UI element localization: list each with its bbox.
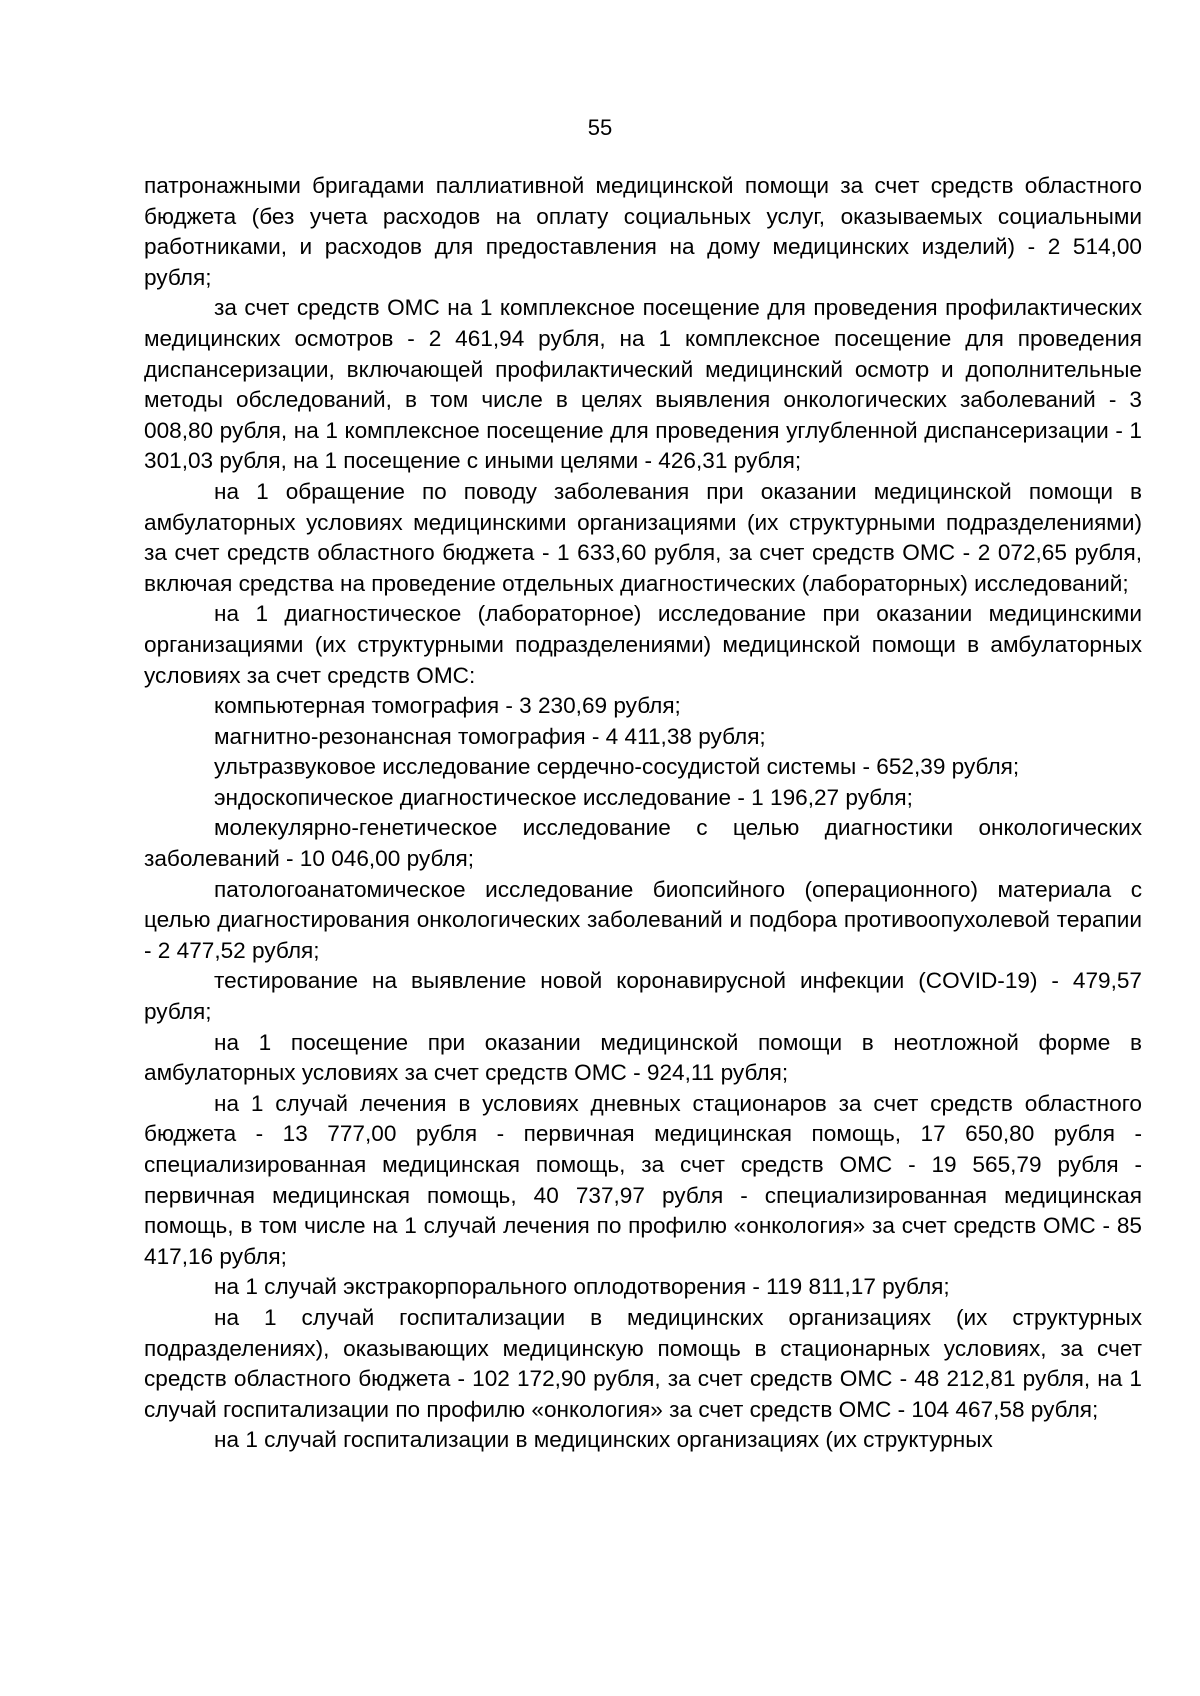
paragraph-day-hospital: на 1 случай лечения в условиях дневных стационаров за счет средств областного бюджета - 13 777,00 рубля - первичная медицинская помощь, 17 650,80 рубля - специализированная медицинская помощь, за счет средств ОМС - 19 565,79 рубля - первичная медицинская помощь, 40 737,97 рубля - специализированная медицинская помощь, в том числе на 1 случай лечения по профилю «онкология» за счет средств ОМС - 85 417,16 рубля;: [144, 1090, 1142, 1269]
page-number: 55: [587, 115, 613, 140]
paragraph-emergency-visit: на 1 посещение при оказании медицинской помощи в неотложной форме в амбулаторных условиях за счет средств ОМС - 924,11 рубля;: [144, 1029, 1142, 1086]
paragraph-palliative-care: патронажными бригадами паллиативной медицинской помощи за счет средств областного бюджета (без учета расходов на оплату социальных услуг, оказываемых социальными работниками, и расходов для предоставления на дому медицинских изделий) - 2 514,00 рубля;: [144, 173, 1142, 290]
paragraph-hospitalization: на 1 случай госпитализации в медицинских организациях (их структурных подразделениях), оказывающих медицинскую помощь в стационарных условиях, за счет средств областного бюджета - 102 172,90 рубля, за счет средств ОМС - 48 212,81 рубля, на 1 случай госпитализации по профилю «онкология» за счет средств ОМС - 104 467,58 рубля;: [144, 1304, 1142, 1422]
list-item-computed-tomography: компьютерная томография - 3 230,69 рубля;: [214, 693, 681, 719]
paragraph-ivf: на 1 случай экстракорпорального оплодотворения - 119 811,17 рубля;: [214, 1274, 950, 1300]
document-body: [144, 171, 1142, 1456]
paragraph-disease-appeal: на 1 обращение по поводу заболевания при оказании медицинской помощи в амбулаторных условиях медицинскими организациями (их структурными подразделениями) за счет средств областного бюджета - 1 633,60 рубля, за счет средств ОМС - 2 072,65 рубля, включая средства на проведение отдельных диагностических (лабораторных) исследований;: [144, 478, 1142, 596]
list-item-molecular-genetic: молекулярно-генетическое исследование с целью диагностики онкологических заболеваний - 10 046,00 рубля;: [144, 815, 1142, 872]
list-item-mri: магнитно-резонансная томография - 4 411,38 рубля;: [214, 723, 766, 749]
paragraph-hospitalization-continued: на 1 случай госпитализации в медицинских организациях (их структурных: [214, 1427, 993, 1453]
paragraph-oms-complex-visits: за счет средств ОМС на 1 комплексное посещение для проведения профилактических медицинских осмотров - 2 461,94 рубля, на 1 комплексное посещение для проведения диспансеризации, включающей профилактический медицинский осмотр и дополнительные методы обследований, в том числе в целях выявления онкологических заболеваний - 3 008,80 рубля, на 1 комплексное посещение для проведения углубленной диспансеризации - 1 301,03 рубля, на 1 посещение с иными целями - 426,31 рубля;: [144, 295, 1142, 474]
list-item-pathology: патологоанатомическое исследование биопсийного (операционного) материала с целью диагностирования онкологических заболеваний и подбора противоопухолевой терапии - 2 477,52 рубля;: [144, 876, 1142, 963]
list-item-covid-testing: тестирование на выявление новой коронавирусной инфекции (COVID-19) - 479,57 рубля;: [144, 968, 1142, 1025]
paragraph-diagnostic-study: на 1 диагностическое (лабораторное) исследование при оказании медицинскими организациями (их структурными подразделениями) медицинской помощи в амбулаторных условиях за счет средств ОМС:: [144, 601, 1142, 688]
list-item-ultrasound: ультразвуковое исследование сердечно-сосудистой системы - 652,39 рубля;: [214, 754, 1020, 780]
list-item-endoscopy: эндоскопическое диагностическое исследование - 1 196,27 рубля;: [214, 784, 913, 810]
